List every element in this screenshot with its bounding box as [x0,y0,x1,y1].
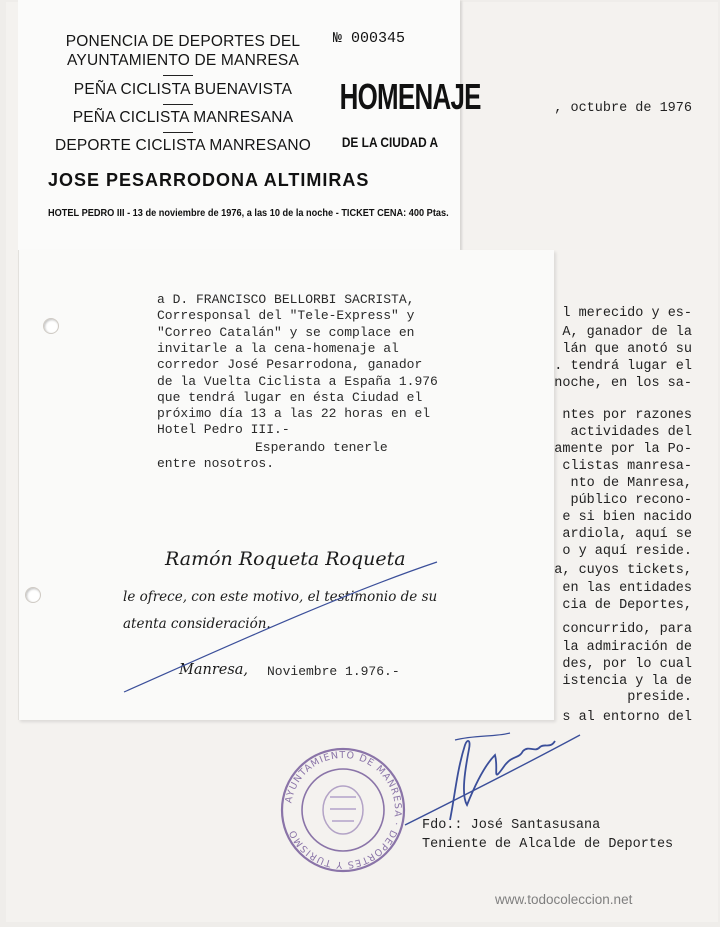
invitation-line: "Correo Catalán" y se complace en [157,324,415,340]
card-date: Noviembre 1.976.- [267,664,400,679]
letter-line: ardiola, aquí se [562,527,692,542]
ticket-title: HOMENAJE [339,76,481,117]
ticket-info: HOTEL PEDRO III - 13 de noviembre de 1976, a las 10 de la noche - TICKET CENA: 400 Ptas. [48,208,449,219]
ticket-divider [163,75,193,76]
ticket-divider [163,132,193,133]
letter-line: istencia y la de [562,674,692,689]
punch-hole [43,318,59,334]
closing-line-2: entre nosotros. [157,456,275,471]
letter-line: actividades del [570,425,692,440]
signature-label: Fdo.: José Santasusana [422,818,601,833]
letter-line: nto de Manresa, [570,476,692,491]
letter-line: o y aquí reside. [562,544,692,559]
letter-line: cia de Deportes, [562,598,692,613]
invitation-card [18,250,554,720]
letter-line: público recono- [570,493,692,508]
letter-line: la admiración de [562,640,692,655]
letter-line: l merecido y es- [562,306,692,321]
invitation-line: corredor José Pesarrodona, ganador [157,357,423,373]
letter-line: amente por la Po- [554,442,692,457]
invitation-line: a D. FRANCISCO BELLORBI SACRISTA, [157,292,415,307]
signature-scribble [395,725,585,835]
invitation-line: Hotel Pedro III.- [157,422,290,438]
ticket-honoree: JOSE PESARRODONA ALTIMIRAS [48,170,370,190]
ticket-line-3: PEÑA CICLISTA BUENAVISTA [73,81,293,98]
letter-line: noche, en los sa- [554,376,692,391]
ticket-line-4: PEÑA CICLISTA MANRESANA [72,109,294,126]
invitation-line: próximo día 13 a las 22 horas en el [157,406,431,422]
offer-line-1: le ofrece, con este motivo, el testimonio de su [123,589,438,605]
letter-line: A, ganador de la [562,325,692,340]
signature-title: Teniente de Alcalde de Deportes [422,837,674,852]
letter-line: a, cuyos tickets, [554,563,692,578]
letter-line: ntes por razones [562,408,692,423]
ticket-line-1: PONENCIA DE DEPORTES DEL [65,33,301,50]
letter-line: s al entorno del [562,710,692,725]
punch-hole [25,587,41,603]
letter-line: concurrido, para [562,622,692,637]
letter-date: , octubre de 1976 [554,101,692,116]
ticket-line-2: AYUNTAMIENTO DE MANRESA [67,52,299,69]
offer-line-2: atenta consideración. [123,616,271,632]
homenaje-ticket [18,0,481,250]
invitation-line: Corresponsal del "Tele-Express" y [157,308,415,324]
letter-line: lán que anotó su [562,342,692,357]
invitation-line: que tendrá lugar en ésta Ciudad el [157,389,423,405]
letter-line: preside. [627,690,692,705]
letter-line: clistas manresa- [562,459,692,474]
letter-line: . tendrá lugar el [554,359,692,374]
stamp-text: AYUNTAMIENTO DE MANRESA · DEPORTES Y TURISMO [283,749,404,871]
letter-line: en las entidades [562,581,692,596]
invitation-line: invitarle a la cena-homenaje al [157,340,399,356]
pen-stroke [119,550,449,700]
ticket-divider [163,104,193,105]
watermark: www.todocoleccion.net [495,892,633,907]
municipal-stamp [278,745,408,880]
signer-name: Ramón Roqueta Roqueta [165,548,406,570]
ticket-line-5: DEPORTE CICLISTA MANRESANO [54,137,312,154]
closing-line-1: Esperando tenerle [255,440,388,455]
letter-line: des, por lo cual [562,657,692,672]
place: Manresa, [179,662,249,678]
invitation-line: de la Vuelta Ciclista a España 1.976 [157,373,438,389]
ticket-number: № 000345 [333,30,406,47]
ticket-subtitle: DE LA CIUDAD A [341,134,439,150]
letter-line: e si bien nacido [562,510,692,525]
